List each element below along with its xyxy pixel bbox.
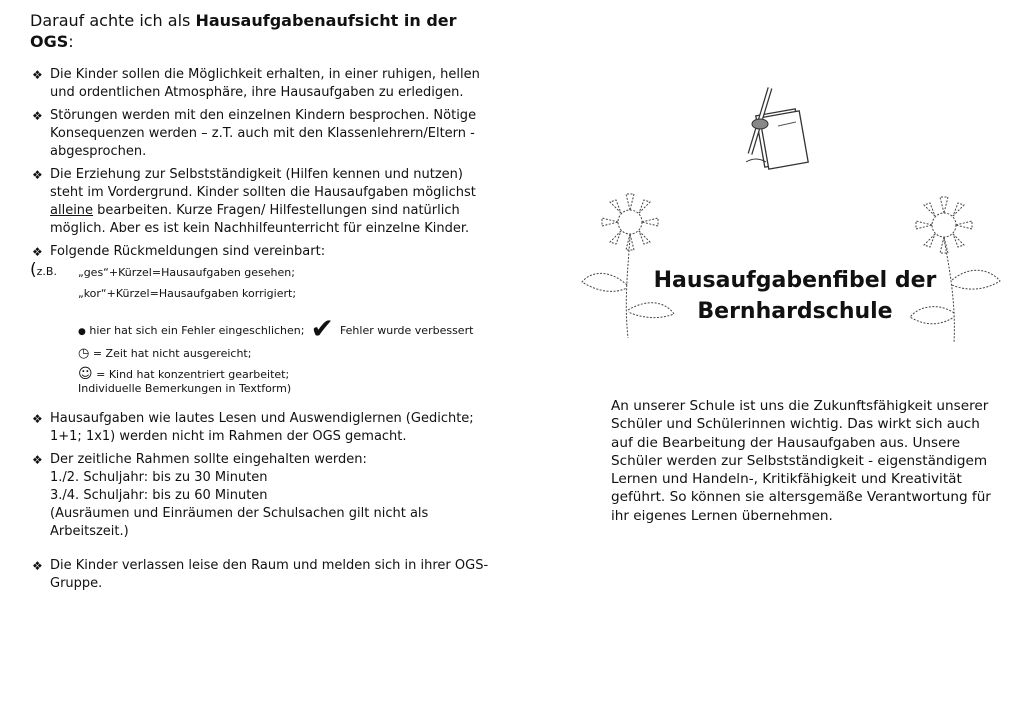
bullet-time-frame: ❖ Der zeitliche Rahmen sollte eingehalten werden: 1./2. Schuljahr: bis zu 30 Minuten 3./4. Schuljahr: bis zu 60 Minuten (Ausräumen und Einräumen der Schulsachen gilt nicht als Arbeitszeit.): [32, 452, 429, 539]
left-column: [30, 10, 490, 598]
checkmark-icon: ✔: [310, 312, 334, 345]
bullet-atmosphere: ❖ Die Kinder sollen die Möglichkeit erhalten, in einer ruhigen, hellen und ordentlichen Atmosphäre, ihre Hausaufgaben zu erledigen.: [32, 67, 480, 100]
diamond-bullet-icon: ❖: [32, 559, 43, 573]
smiley-icon: ☺: [78, 366, 93, 382]
bullet-independence: ❖ Die Erziehung zur Selbstständigkeit (Hilfen kennen und nutzen) steht im Vordergrund. Kinder sollten die Hausaufgaben möglichst alleine bearbeiten. Kurze Fragen/ Hilfestellungen sind natürlich möglich. Aber es ist kein Nachhilfeunterricht für einzelne Kinder.: [32, 167, 476, 236]
diamond-bullet-icon: ❖: [32, 109, 43, 123]
brochure-title: Hausaufgabenfibel der Bernhardschule: [653, 268, 937, 324]
feedback-row: ◷ = Zeit hat nicht ausgereicht;: [78, 346, 252, 361]
diamond-bullet-icon: ❖: [32, 68, 43, 82]
book-pencil-illustration-icon: [742, 84, 810, 170]
feedback-row: ● hier hat sich ein Fehler eingeschlichen; ✔ Fehler wurde verbessert: [78, 312, 474, 345]
clock-icon: ◷: [78, 346, 90, 361]
left-heading: Darauf achte ich als Hausaufgabenaufsicht in der OGS:: [30, 11, 457, 51]
bullet-leaving: ❖ Die Kinder verlassen leise den Raum und melden sich in ihrer OGS-Gruppe.: [32, 558, 489, 591]
intro-paragraph: An unserer Schule ist uns die Zukunftsfähigkeit unserer Schüler und Schülerinnen wichtig. Das wirkt sich auch auf die Bearbeitung der Hausaufgaben aus. Unsere Schüler werden zur Selbstständigkeit - eigenständigem Lernen und Handeln-, Kritikfähigkeit und Kreativität geführt. So können sie altersgemäße Verantwortung für ihr eigenes Lernen übernehmen.: [611, 398, 991, 524]
feedback-row: ☺ = Kind hat konzentriert gearbeitet;: [78, 366, 290, 382]
diamond-bullet-icon: ❖: [32, 168, 43, 182]
bullet-disturbances: ❖ Störungen werden mit den einzelnen Kindern besprochen. Nötige Konsequenzen werden – z.T. auch mit den Klassenlehrern/Eltern - abgesprochen.: [32, 108, 477, 159]
feedback-row: Individuelle Bemerkungen in Textform): [78, 382, 292, 395]
diamond-bullet-icon: ❖: [32, 453, 43, 467]
diamond-bullet-icon: ❖: [32, 412, 43, 426]
feedback-row: „kor“+Kürzel=Hausaufgaben korrigiert;: [78, 287, 297, 300]
diamond-bullet-icon: ❖: [32, 245, 43, 259]
bullet-reading: ❖ Hausaufgaben wie lautes Lesen und Auswendiglernen (Gedichte; 1+1; 1x1) werden nicht im Rahmen der OGS gemacht.: [32, 411, 474, 444]
feedback-list: [30, 260, 490, 396]
dot-icon: ●: [78, 327, 86, 337]
bullet-feedback: ❖ Folgende Rückmeldungen sind vereinbart:: [32, 244, 326, 259]
feedback-row: (z.B. „ges“+Kürzel=Hausaufgaben gesehen;: [30, 260, 295, 280]
